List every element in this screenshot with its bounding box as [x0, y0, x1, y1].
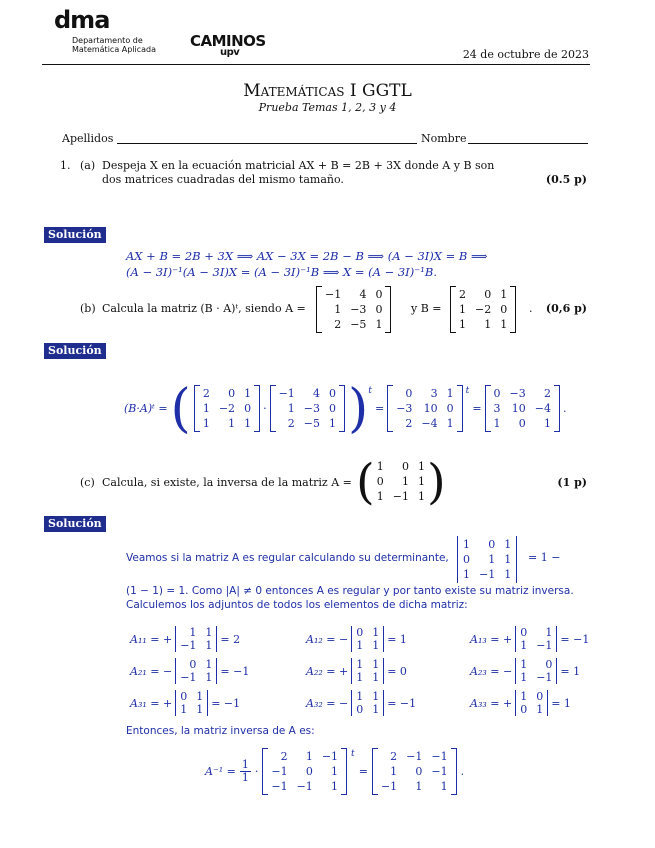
- matrix-product: [387, 385, 462, 432]
- matrix-cell: 1: [459, 303, 466, 316]
- matrix-cell: 1: [463, 538, 470, 551]
- matrix-cell: −1: [536, 639, 553, 652]
- matrix-cell: 0: [180, 690, 188, 703]
- matrix-cell: −1: [431, 750, 448, 763]
- matrix-cell: 1: [331, 780, 339, 793]
- department-line-2: Matemática Aplicada: [72, 45, 157, 54]
- paren-close-c: ): [426, 453, 446, 510]
- matrix-cell: −4: [534, 402, 551, 415]
- matrix-cell: 1: [484, 318, 492, 331]
- cofactor-det: [175, 658, 217, 684]
- cofactor-result: = −1: [220, 664, 250, 678]
- matrix-cell: 1: [543, 417, 551, 430]
- matrix-cell: 1: [415, 780, 423, 793]
- part-a-text: Despeja X en la ecuación matricial AX + B = 2B + 3X donde A y B son dos matrices cuadradas del mismo tamaño.: [102, 159, 495, 186]
- matrix-cell: −1: [406, 750, 423, 763]
- matrix-cell: 1: [372, 671, 380, 684]
- matrix-cell: 1: [372, 703, 380, 716]
- inverse-equation: [205, 748, 464, 795]
- question-number: 1.: [60, 159, 71, 172]
- matrix-cell: 1: [356, 671, 364, 684]
- matrix-cell: 1: [463, 568, 470, 581]
- matrix-b: [194, 385, 260, 432]
- matrix-cell: 1: [545, 626, 553, 639]
- matrix-cell: 1: [372, 639, 380, 652]
- dot-operator: ·: [263, 402, 267, 415]
- matrix-a: [270, 385, 345, 432]
- matrix-cell: −1: [380, 780, 398, 793]
- matrix-cell: 1: [202, 402, 210, 415]
- cofactor-result: = −1: [211, 696, 241, 710]
- header-rule: [42, 64, 590, 65]
- cofactor-result: = 1: [560, 664, 581, 678]
- matrix-cell: 1: [180, 703, 188, 716]
- matrix-cell: 1: [401, 475, 409, 488]
- matrix-cell: −1: [180, 639, 197, 652]
- matrix-cell: −1: [296, 780, 313, 793]
- matrix-cell: 1: [372, 626, 380, 639]
- cofactor-item: [306, 626, 407, 652]
- end-period: .: [562, 402, 567, 415]
- matrix-cell: 1: [520, 690, 528, 703]
- cofactor-result: = −1: [387, 696, 417, 710]
- matrix-cell: 0: [356, 703, 364, 716]
- part-b-matrix-b: [450, 286, 516, 333]
- matrix-cell: 1: [372, 658, 380, 671]
- matrix-cell: 1: [287, 402, 295, 415]
- matrix-cell: 1: [504, 538, 512, 551]
- solution-b-badge: Solución: [44, 343, 106, 359]
- upv-logo-text: upv: [220, 47, 240, 58]
- matrix-cell: 0: [520, 626, 528, 639]
- cofactor-item: [470, 690, 571, 716]
- matrix-cell: −5: [350, 318, 367, 331]
- matrix-cell: −1: [431, 765, 448, 778]
- matrix-cell: 1: [244, 387, 252, 400]
- apellidos-field[interactable]: [117, 143, 417, 144]
- matrix-cell: 1: [376, 460, 384, 473]
- cofactor-result: = 1: [551, 696, 571, 710]
- matrix-cell: −2: [218, 402, 236, 415]
- cofactor-item: [130, 626, 240, 652]
- part-c-points: (1 p): [557, 476, 587, 489]
- matrix-cell: 0: [305, 765, 313, 778]
- matrix-cell: −1: [180, 671, 197, 684]
- matrix-cell: −3: [396, 402, 413, 415]
- matrix-cell: 0: [356, 626, 364, 639]
- matrix-cell: 0: [376, 475, 384, 488]
- paren-open: (: [170, 378, 191, 439]
- matrix-cell: 0: [189, 658, 197, 671]
- matrix-cell: −1: [479, 568, 496, 581]
- cofactor-det: [515, 690, 548, 716]
- matrix-cell: 0: [520, 703, 528, 716]
- matrix-cell: 2: [459, 288, 466, 301]
- cofactor-item: [130, 658, 249, 684]
- paren-open-c: (: [356, 453, 375, 510]
- matrix-cell: −1: [271, 765, 288, 778]
- solution-c-line3: Calculemos los adjuntos de todos los elementos de dicha matriz:: [126, 599, 468, 611]
- matrix-cell: 1: [189, 626, 197, 639]
- solution-b-lhs: (B·A)ᵗ =: [124, 402, 168, 415]
- matrix-cell: 0: [375, 303, 383, 316]
- matrix-cell: 2: [390, 750, 398, 763]
- matrix-cell: 1: [459, 318, 466, 331]
- cofactor-det: [175, 690, 208, 716]
- matrix-cell: 1: [488, 553, 496, 566]
- matrix-cell: −1: [271, 780, 288, 793]
- cofactor-det: [175, 626, 217, 652]
- matrix-cell: 1: [390, 765, 398, 778]
- cofactor-name: A₃₁ = +: [130, 696, 173, 710]
- matrix-cell: −3: [350, 303, 367, 316]
- matrix-cell: 1: [504, 553, 512, 566]
- matrix-cell: 1: [446, 417, 454, 430]
- matrix-cell: 1: [202, 417, 210, 430]
- matrix-cell: 1: [446, 387, 454, 400]
- exam-date: 24 de octubre de 2023: [462, 48, 589, 61]
- matrix-cell: 1: [417, 490, 425, 503]
- cofactor-item: [306, 690, 416, 716]
- matrix-cell: 0: [405, 387, 413, 400]
- matrix-cell: 1: [244, 417, 252, 430]
- solution-c-det-tail: = 1 −: [528, 551, 561, 564]
- matrix-cell: 0: [500, 303, 508, 316]
- matrix-cell: 1: [205, 671, 213, 684]
- matrix-cell: 1: [500, 318, 508, 331]
- page-subtitle: Prueba Temas 1, 2, 3 y 4: [258, 101, 397, 114]
- matrix-cell: 0: [518, 417, 526, 430]
- part-b-text: Calcula la matriz (B · A)ᵗ, siendo A =: [102, 302, 306, 315]
- inverse-lhs: A⁻¹ =: [205, 765, 236, 778]
- matrix-cell: 1: [205, 658, 213, 671]
- cofactor-det: [515, 658, 557, 684]
- matrix-cell: 0: [375, 288, 383, 301]
- cofactor-name: A₁₃ = +: [470, 632, 513, 646]
- part-b-label: (b): [80, 302, 96, 315]
- matrix-cell: 1: [520, 639, 528, 652]
- matrix-cell: 10: [511, 402, 526, 415]
- matrix-cell: 1: [196, 703, 204, 716]
- matrix-cell: 2: [202, 387, 210, 400]
- solution-c-line2: (1 − 1) = 1. Como |A| ≠ 0 entonces A es regular y por tanto existe su matriz inversa.: [126, 585, 574, 597]
- matrix-cell: 0: [536, 690, 544, 703]
- cofactor-grid: [130, 626, 610, 726]
- cofactor-item: [470, 626, 589, 652]
- dot-operator-inv: ·: [254, 765, 259, 778]
- matrix-cell: 2: [287, 417, 295, 430]
- matrix-cell: 10: [423, 402, 438, 415]
- cofactor-name: A₃₂ = −: [306, 696, 349, 710]
- cofactor-item: [470, 658, 580, 684]
- part-c-text: Calcula, si existe, la inversa de la matriz A =: [102, 476, 352, 489]
- matrix-cell: 1: [417, 475, 425, 488]
- matrix-result: [485, 385, 560, 432]
- part-b-and: y B =: [411, 302, 442, 315]
- cofactor-det: [351, 658, 384, 684]
- part-b-matrix-a: [316, 286, 391, 333]
- transpose-sup-inv: t: [351, 748, 355, 759]
- cofactor-result: = 2: [220, 632, 241, 646]
- matrix-cell: −4: [421, 417, 438, 430]
- matrix-cell: 1: [375, 318, 383, 331]
- matrix-cell: 1: [329, 417, 336, 430]
- page-title: Matemáticas I GGTL: [243, 81, 412, 101]
- matrix-cell: 1: [536, 703, 544, 716]
- cofactor-name: A₂₂ = +: [306, 664, 349, 678]
- equals-2: =: [472, 402, 482, 415]
- matrix-cell: 0: [493, 387, 501, 400]
- matrix-cell: 0: [329, 402, 336, 415]
- matrix-cell: 0: [463, 553, 470, 566]
- part-a-points: (0.5 p): [545, 173, 587, 186]
- matrix-cell: 1: [205, 639, 213, 652]
- solution-a-line2: (A − 3I)⁻¹(A − 3I)X = (A − 3I)⁻¹B ⟹ X = (A − 3I)⁻¹B.: [126, 265, 437, 279]
- matrix-cell: 1: [440, 780, 448, 793]
- cofactor-item: [130, 690, 240, 716]
- matrix-cell: 1: [331, 765, 339, 778]
- department-name: [72, 36, 156, 54]
- matrix-cell: 1: [520, 671, 528, 684]
- matrix-cell: 0: [545, 658, 553, 671]
- solution-a-badge: Solución: [44, 227, 106, 243]
- matrix-cell: −1: [392, 490, 409, 503]
- matrix-cell: 0: [329, 387, 336, 400]
- part-c-label: (c): [80, 476, 95, 489]
- part-b-period: .: [529, 302, 533, 315]
- matrix-cell: 1: [493, 417, 501, 430]
- cofactor-result: = 1: [387, 632, 407, 646]
- matrix-cell: 1: [520, 658, 528, 671]
- fraction: [240, 759, 251, 784]
- cofactor-name: A₁₁ = +: [130, 632, 173, 646]
- matrix-cell: 2: [405, 417, 413, 430]
- part-a-label: (a): [80, 159, 96, 172]
- matrix-cell: 0: [401, 460, 409, 473]
- matrix-cell: 0: [488, 538, 496, 551]
- matrix-cell: 1: [334, 303, 342, 316]
- cofactor-result: = 0: [387, 664, 407, 678]
- matrix-cell: 0: [244, 402, 252, 415]
- matrix-cell: 2: [280, 750, 288, 763]
- adjugate-matrix: [262, 748, 347, 795]
- solution-a-line1: AX + B = 2B + 3X ⟹ AX − 3X = 2B − B ⟹ (A − 3I)X = B ⟹: [126, 249, 488, 263]
- cofactor-name: A₃₃ = +: [470, 696, 513, 710]
- solution-b-equation: [124, 378, 567, 439]
- matrix-cell: −3: [303, 402, 320, 415]
- part-c-matrix-a: [356, 453, 446, 510]
- end-period-inv: .: [460, 765, 465, 778]
- matrix-cell: −1: [325, 288, 342, 301]
- fraction-num: 1: [241, 758, 249, 771]
- cofactor-det: [351, 626, 384, 652]
- matrix-cell: 2: [543, 387, 551, 400]
- matrix-cell: 1: [372, 690, 380, 703]
- cofactor-result: = −1: [560, 632, 590, 646]
- matrix-cell: 4: [313, 387, 320, 400]
- matrix-cell: 3: [430, 387, 438, 400]
- matrix-cell: −1: [278, 387, 295, 400]
- nombre-field[interactable]: [468, 143, 588, 144]
- matrix-cell: 2: [334, 318, 342, 331]
- caminos-logo-text: CAMINOS: [190, 32, 266, 50]
- department-line-1: Departamento de: [72, 36, 143, 45]
- matrix-cell: 0: [446, 402, 454, 415]
- cofactor-det: [351, 690, 384, 716]
- dma-logo: dma: [54, 6, 110, 34]
- apellidos-label: Apellidos: [62, 132, 114, 145]
- matrix-cell: −3: [509, 387, 526, 400]
- cofactor-item: [306, 658, 407, 684]
- matrix-cell: 1: [417, 460, 425, 473]
- matrix-cell: 1: [205, 626, 213, 639]
- matrix-cell: 1: [356, 639, 364, 652]
- solution-c-det: [457, 536, 517, 583]
- matrix-cell: 1: [196, 690, 204, 703]
- nombre-label: Nombre: [421, 132, 467, 145]
- transpose-sup-2: t: [465, 385, 470, 396]
- cofactor-name: A₂₁ = −: [130, 664, 173, 678]
- matrix-cell: −2: [475, 303, 492, 316]
- equals: =: [374, 402, 385, 415]
- cofactor-name: A₂₃ = −: [470, 664, 513, 678]
- cofactor-name: A₁₂ = −: [306, 632, 349, 646]
- matrix-cell: 1: [228, 417, 236, 430]
- matrix-cell: 1: [305, 750, 313, 763]
- matrix-cell: 1: [504, 568, 512, 581]
- matrix-cell: 0: [228, 387, 236, 400]
- matrix-cell: 1: [500, 288, 508, 301]
- matrix-cell: 0: [415, 765, 423, 778]
- matrix-cell: −5: [303, 417, 320, 430]
- caminos-logo: [190, 34, 266, 58]
- matrix-cell: 1: [356, 690, 364, 703]
- matrix-cell: 1: [376, 490, 384, 503]
- solution-c-intro: Veamos si la matriz A es regular calculando su determinante,: [126, 552, 449, 564]
- transpose-sup: t: [368, 385, 372, 396]
- part-b-points: (0,6 p): [545, 302, 587, 315]
- matrix-cell: 0: [484, 288, 492, 301]
- fraction-den: 1: [241, 771, 249, 784]
- matrix-cell: −1: [536, 671, 553, 684]
- paren-close: ): [348, 378, 369, 439]
- matrix-cell: 4: [359, 288, 367, 301]
- matrix-cell: 1: [356, 658, 364, 671]
- solution-c-badge: Solución: [44, 516, 106, 532]
- cofactor-det: [515, 626, 557, 652]
- inverse-matrix: [372, 748, 457, 795]
- solution-c-then: Entonces, la matriz inversa de A es:: [126, 725, 315, 737]
- equals-inv: =: [358, 765, 368, 778]
- matrix-cell: 3: [493, 402, 501, 415]
- matrix-cell: −1: [321, 750, 339, 763]
